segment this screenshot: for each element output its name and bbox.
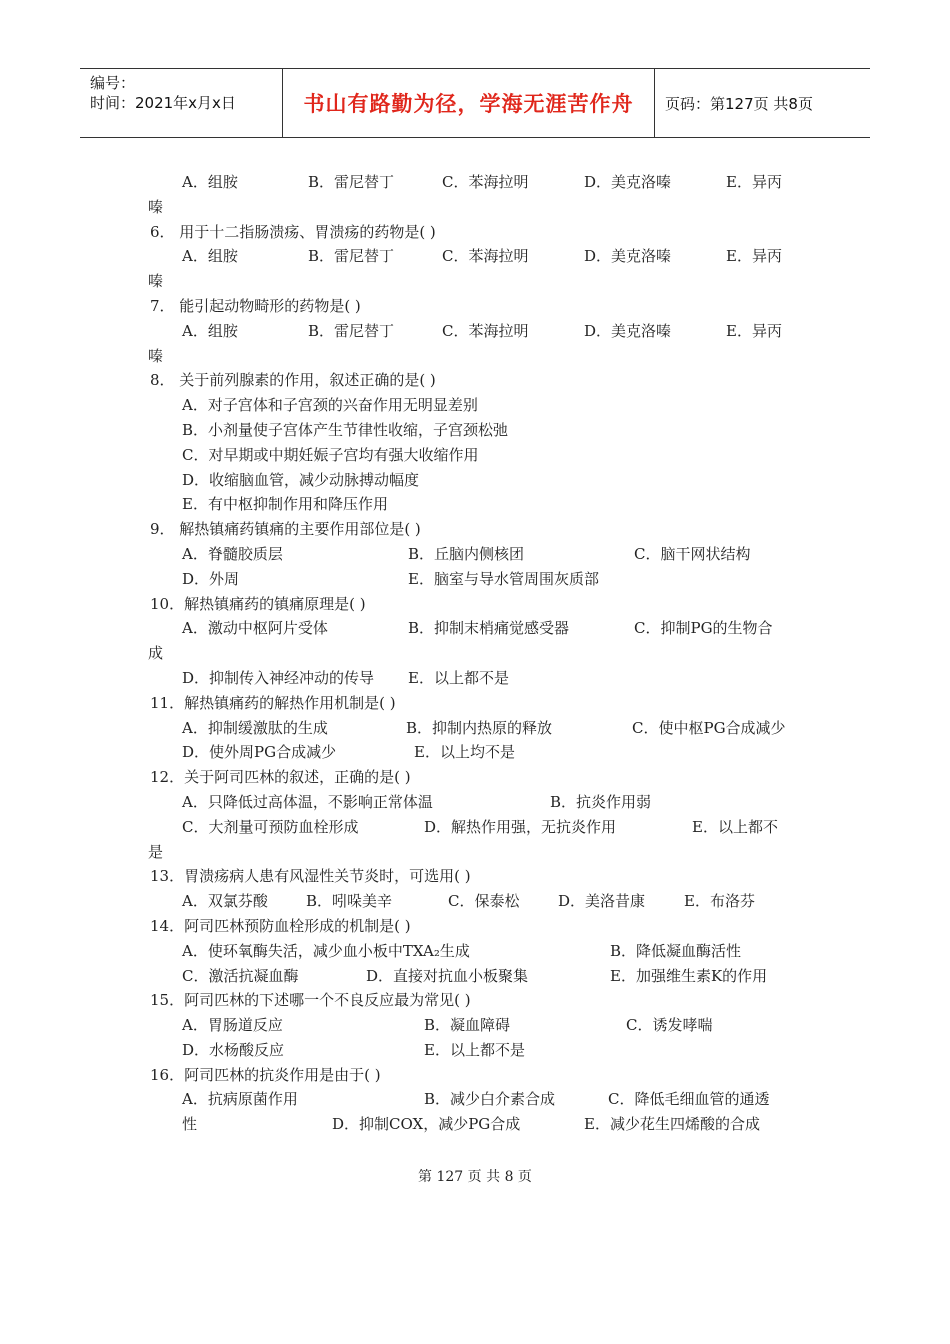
answer-option: A．组胺 <box>182 173 238 191</box>
question-text: 9． 解热镇痛药镇痛的主要作用部位是( ) <box>150 520 421 539</box>
options-line <box>150 815 810 840</box>
answer-option: E．异丙 <box>726 173 782 191</box>
answer-option: E．异丙 <box>726 247 782 266</box>
answer-option: C．脑干网状结构 <box>634 544 751 563</box>
options-line <box>150 889 810 914</box>
number-label: 编号： <box>90 74 136 92</box>
answer-option: D．外周 <box>182 569 240 588</box>
answer-option: E．以上均不是 <box>414 743 515 762</box>
question-line <box>150 294 810 319</box>
answer-option: E．以上都不是 <box>424 1040 525 1059</box>
answer-option: D．抑制传入神经冲动的传导 <box>182 668 375 687</box>
page-footer: 第 127 页 共 8 页 <box>418 1169 532 1185</box>
answer-option: A．抑制缓激肽的生成 <box>182 718 328 737</box>
answer-option: B．凝血障碍 <box>424 1016 511 1035</box>
options-line <box>150 1013 810 1038</box>
options-line <box>150 443 810 468</box>
answer-option: A．只降低过高体温，不影响正常体温 <box>182 792 433 811</box>
question-line <box>150 1063 810 1088</box>
header-motto: 书山有路勤为径，学海无涯苦作舟 <box>283 69 655 137</box>
header-page-code: 页码：第127页 共8页 <box>665 94 813 113</box>
header-meta <box>80 69 283 137</box>
options-line <box>150 740 810 765</box>
question-line <box>150 988 810 1013</box>
question-text: 11．解热镇痛药的解热作用机制是( ) <box>150 693 396 712</box>
answer-option: B．吲哚美辛 <box>306 892 393 911</box>
answer-option: C．苯海拉明 <box>442 247 529 266</box>
answer-option: E．异丙 <box>726 321 782 340</box>
answer-option: E．以上都不 <box>692 817 778 836</box>
options-line <box>150 170 810 195</box>
question-line <box>150 368 810 393</box>
answer-option: B．减少白介素合成 <box>424 1090 556 1109</box>
answer-option: 性 <box>182 1115 198 1134</box>
answer-option: E．减少花生四烯酸的合成 <box>584 1115 760 1134</box>
options-line <box>150 1038 810 1063</box>
question-line <box>150 592 810 617</box>
answer-option: D．美克洛嗪 <box>584 247 672 266</box>
answer-option: C．保泰松 <box>448 892 520 911</box>
answer-option: B．抑制末梢痛觉感受器 <box>408 619 570 638</box>
answer-option: B．抗炎作用弱 <box>550 792 652 811</box>
wrapped-text: 成 <box>148 644 164 663</box>
continuation-line <box>150 195 810 220</box>
wrapped-text: 是 <box>148 842 164 861</box>
question-text: 15．阿司匹林的下述哪一个不良反应最为常见( ) <box>150 991 471 1010</box>
answer-option: B．小剂量使子宫体产生节律性收缩，子宫颈松弛 <box>182 420 509 439</box>
answer-option: C．诱发哮喘 <box>626 1016 713 1035</box>
question-line <box>150 864 810 889</box>
answer-option: A．激动中枢阿片受体 <box>182 619 328 638</box>
options-line <box>150 616 810 641</box>
question-text: 8． 关于前列腺素的作用，叙述正确的是( ) <box>150 371 436 390</box>
answer-option: C．降低毛细血管的通透 <box>608 1090 770 1109</box>
answer-option: B．丘脑内侧核团 <box>408 544 525 563</box>
wrapped-text: 嗪 <box>148 346 164 365</box>
question-text: 7． 能引起动物畸形的药物是( ) <box>150 296 361 315</box>
question-line <box>150 765 810 790</box>
answer-option: C．使中枢PG合成减少 <box>632 718 786 737</box>
answer-option: C．激活抗凝血酶 <box>182 966 299 985</box>
options-line <box>150 492 810 517</box>
answer-option: A．对子宫体和子宫颈的兴奋作用无明显差别 <box>182 396 478 415</box>
answer-option: A．双氯芬酸 <box>182 892 268 911</box>
answer-option: C．苯海拉明 <box>442 321 529 340</box>
answer-option: C．大剂量可预防血栓形成 <box>182 817 359 836</box>
answer-option: D．美洛昔康 <box>558 892 646 911</box>
answer-option: A．组胺 <box>182 247 238 266</box>
options-line <box>150 418 810 443</box>
options-line <box>150 567 810 592</box>
time-label: 时间：2021年x月x日 <box>90 94 236 112</box>
answer-option: A．胃肠道反应 <box>182 1016 283 1035</box>
question-text: 12．关于阿司匹林的叙述，正确的是( ) <box>150 768 411 787</box>
question-line <box>150 517 810 542</box>
answer-option: D．美克洛嗪 <box>584 321 672 340</box>
answer-option: D．收缩脑血管，减少动脉搏动幅度 <box>182 470 420 489</box>
answer-option: E．有中枢抑制作用和降压作用 <box>182 495 388 514</box>
answer-option: D．直接对抗血小板聚集 <box>366 966 529 985</box>
options-line <box>150 244 810 269</box>
question-text: 13．胃溃疡病人患有风湿性关节炎时，可选用( ) <box>150 867 471 886</box>
answer-option: C．苯海拉明 <box>442 173 529 191</box>
answer-option: A．抗病原菌作用 <box>182 1090 298 1109</box>
wrapped-text: 嗪 <box>148 272 164 291</box>
options-line <box>150 542 810 567</box>
page-header <box>80 68 870 138</box>
answer-option: A．使环氧酶失活，减少血小板中TXA₂生成 <box>182 941 470 960</box>
question-line <box>150 220 810 245</box>
answer-option: B．降低凝血酶活性 <box>610 941 742 960</box>
answer-option: B．抑制内热原的释放 <box>406 718 553 737</box>
options-line <box>150 790 810 815</box>
options-line <box>150 319 810 344</box>
answer-option: E．脑室与导水管周围灰质部 <box>408 569 599 588</box>
answer-option: A．组胺 <box>182 321 238 340</box>
wrapped-text: 嗪 <box>148 197 164 216</box>
question-text: 6． 用于十二指肠溃疡、胃溃疡的药物是( ) <box>150 222 436 241</box>
options-line <box>150 939 810 964</box>
options-line <box>150 666 810 691</box>
answer-option: C．对早期或中期妊娠子宫均有强大收缩作用 <box>182 445 479 464</box>
answer-option: A．脊髓胶质层 <box>182 544 283 563</box>
options-line <box>150 1087 810 1112</box>
answer-option: B．雷尼替丁 <box>308 247 395 266</box>
answer-option: D．水杨酸反应 <box>182 1040 285 1059</box>
options-line <box>150 468 810 493</box>
question-line <box>150 691 810 716</box>
continuation-line <box>150 344 810 369</box>
answer-option: C．抑制PG的生物合 <box>634 619 773 638</box>
answer-option: D．解热作用强，无抗炎作用 <box>424 817 617 836</box>
question-list <box>150 170 810 1137</box>
answer-option: E．加强维生素K的作用 <box>610 966 768 985</box>
continuation-line <box>150 269 810 294</box>
options-line <box>150 964 810 989</box>
question-text: 14．阿司匹林预防血栓形成的机制是( ) <box>150 916 411 935</box>
answer-option: B．雷尼替丁 <box>308 173 395 191</box>
question-line <box>150 914 810 939</box>
options-line <box>150 1112 810 1137</box>
options-line <box>150 716 810 741</box>
question-text: 10．解热镇痛药的镇痛原理是( ) <box>150 594 366 613</box>
answer-option: D．抑制COX，减少PG合成 <box>332 1115 521 1134</box>
answer-option: D．使外周PG合成减少 <box>182 743 337 762</box>
answer-option: B．雷尼替丁 <box>308 321 395 340</box>
answer-option: D．美克洛嗪 <box>584 173 672 191</box>
options-line <box>150 393 810 418</box>
question-text: 16．阿司匹林的抗炎作用是由于( ) <box>150 1065 381 1084</box>
answer-option: E．以上都不是 <box>408 668 509 687</box>
answer-option: E．布洛芬 <box>684 892 755 911</box>
continuation-line <box>150 840 810 865</box>
continuation-line <box>150 641 810 666</box>
